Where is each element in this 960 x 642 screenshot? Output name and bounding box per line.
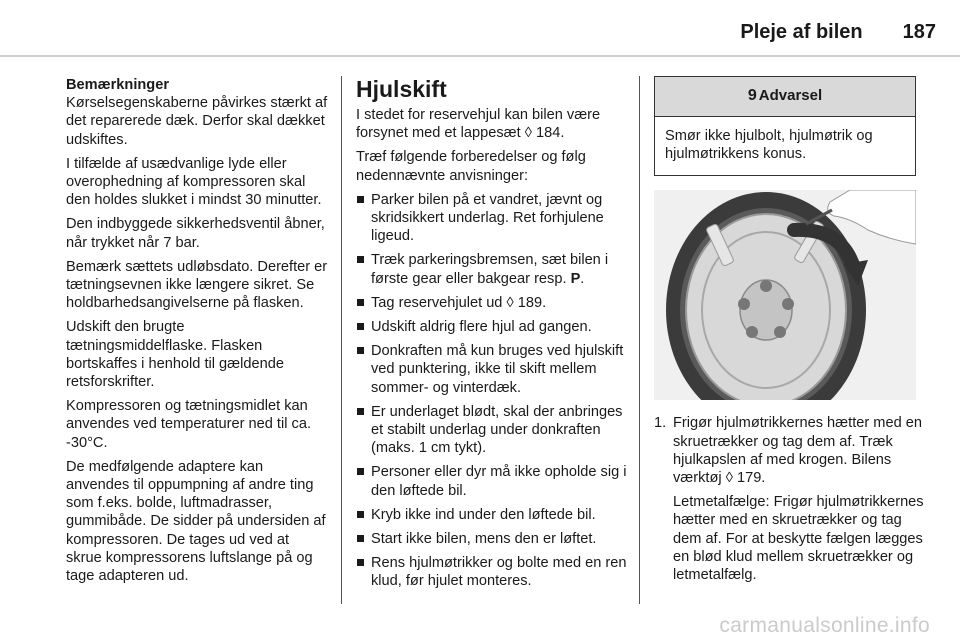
list-item	[356, 251, 628, 287]
page-header	[740, 14, 936, 50]
list-item: Parker bilen på et vandret, jævnt og skridsikkert underlag. Ret forhjulene ligeud.	[356, 191, 628, 246]
step-number: 1.	[654, 415, 667, 432]
hubcap-removal-illustration	[654, 190, 916, 400]
warning-icon: 9	[747, 87, 757, 105]
list-item: Donkraften må kun bruges ved hjulskift ved punktering, ikke til skift mellem sommer- og vinterdæk.	[356, 342, 628, 397]
warning-header	[655, 77, 915, 117]
warning-text: Smør ikke hjulbolt, hjulmøtrik og hjulmøtrikkens konus.	[665, 128, 873, 163]
step-extra: Letmetalfælge: Frigør hjulmøtrikkernes hætter med en skruetrækker og tag dem af. For at beskytte fælgen lægges en blød klud mellem skruetrækker og letmetalfælg.	[673, 494, 924, 584]
gear-resp-suffix: .	[580, 270, 585, 287]
column-right	[654, 76, 924, 590]
intro-text	[356, 106, 628, 142]
wheel-hubcap-image	[654, 190, 916, 400]
list-item: Start ikke bilen, mens den er løftet.	[356, 530, 628, 548]
note-paragraph: Kørselsegenskaberne påvirkes stærkt af det reparerede dæk. Derfor skal dækket udskiftes.	[66, 95, 328, 148]
step-text[interactable]: Frigør hjulmøtrikkernes hætter med en skruetrækker og tag dem af. Træk hjulkapslen af med krogen. Bilens værktøj ◊ 179.	[673, 415, 922, 487]
column-divider	[341, 76, 342, 604]
note-paragraph: De medfølgende adaptere kan anvendes til oppumpning af andre ting som f.eks. bolde, luftmadrasser, gummibåde. De sidder på undersiden af kompressoren. De tages ud ved at skrue kompressorens luftslange på og tage adapteren ud.	[66, 458, 326, 585]
list-item: Rens hjulmøtrikker og bolte med en ren klud, før hjulet monteres.	[356, 554, 628, 590]
note-paragraph: Bemærk sættets udløbsdato. Derefter er tætningsevnen ikke længere sikret. Se holdbarhedsangivelserne på flasken.	[66, 258, 328, 312]
column-left	[66, 76, 328, 591]
column-divider	[639, 76, 640, 604]
section-heading: Hjulskift	[356, 76, 447, 102]
note-paragraph: I tilfælde af usædvanlige lyde eller overophedning af kompressoren skal den holdes slukket i mindst 30 minutter.	[66, 155, 322, 209]
note-paragraph: Kompressoren og tætningsmidlet kan anvendes ved temperaturer ned til ca. -30°C.	[66, 398, 311, 451]
page-number: 187	[902, 20, 936, 43]
warning-title: Advarsel	[758, 87, 823, 105]
page-title: Pleje af bilen	[740, 20, 863, 43]
list-item: Personer eller dyr må ikke opholde sig i den løftede bil.	[356, 463, 628, 499]
gear-resp-prefix: resp.	[534, 270, 571, 287]
list-item: Kryb ikke ind under den løftede bil.	[356, 506, 628, 524]
column-middle	[356, 76, 628, 597]
warning-box	[654, 76, 916, 176]
intro-link[interactable]: I stedet for reservehjul kan bilen være forsynet med et lappesæt ◊ 184.	[356, 107, 601, 142]
list-item: Er underlaget blødt, skal der anbringes et stabilt underlag under donkraften (maks. 1 cm tykt).	[356, 403, 628, 458]
step-list	[654, 414, 924, 584]
watermark: carmanualsonline.info	[719, 614, 930, 637]
precaution-list	[356, 191, 628, 591]
gear-resp-value: P	[570, 270, 581, 287]
note-paragraph: Den indbyggede sikkerhedsventil åbner, når trykket når 7 bar.	[66, 216, 325, 251]
note-heading: Bemærkninger	[66, 77, 169, 93]
note-paragraph: Udskift den brugte tætningsmiddelflaske. Flasken bortskaffes i henhold til gældende retsforskrifter.	[66, 319, 284, 391]
step-item	[654, 414, 924, 584]
header-rule	[0, 55, 960, 57]
list-item-text: Træk parkeringsbremsen, sæt bilen i første gear eller bakgear	[371, 252, 609, 287]
prep-text: Træf følgende forberedelser og følg nedennævnte anvisninger:	[356, 149, 586, 184]
list-item[interactable]: Tag reservehjulet ud ◊ 189.	[356, 294, 628, 312]
list-item: Udskift aldrig flere hjul ad gangen.	[356, 318, 628, 336]
